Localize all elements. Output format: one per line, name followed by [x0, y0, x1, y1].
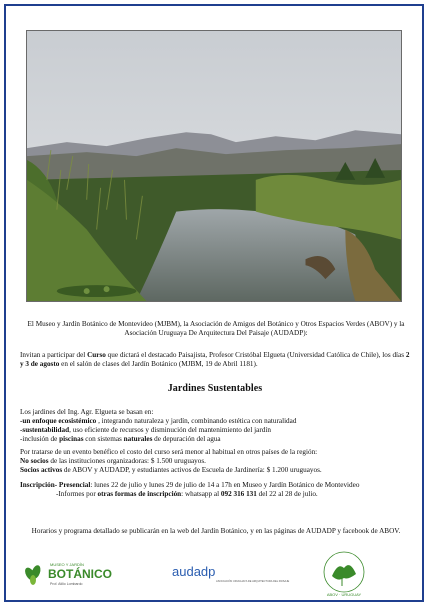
- feature-item: [20, 417, 412, 426]
- invitation-paragraph: [20, 351, 412, 369]
- inscription-presencial: [20, 481, 412, 490]
- price-non-members: [20, 457, 412, 466]
- price-non-members-label: No socios: [20, 457, 49, 465]
- abov-name: ABOV · URUGUAY: [326, 592, 362, 597]
- whatsapp-phone: 092 316 131: [220, 490, 257, 498]
- abov-logo: [318, 550, 370, 598]
- audadp-name: audadp: [172, 564, 216, 579]
- price-members-label: Socios activos: [20, 466, 63, 474]
- features-lead: Los jardines del Ing. Agr. Elgueta se basan en:: [20, 408, 154, 416]
- inscription-text: : lunes 22 de julio y lunes 29 de julio de 14 a 17h en Museo y Jardín Botánico de Montevideo: [90, 481, 360, 489]
- feature-item-3-bold-2: naturales: [123, 435, 153, 443]
- feature-item-1-bold: -un enfoque ecosistémico: [20, 417, 97, 425]
- feature-item-2-text: , uso eficiente de recursos y disminución del mantenimiento del jardín: [69, 426, 271, 434]
- feature-item: [20, 435, 412, 444]
- invite-text-1: Invitan a participar del: [20, 351, 88, 359]
- info-pre: -Informes por: [56, 490, 98, 498]
- price-members-text: de ABOV y AUDADP, y estudiantes activos de Escuela de Jardinería: $ 1.200 uruguayos.: [62, 466, 322, 474]
- features-list: [20, 408, 412, 444]
- invite-text-2: que dictará el destacado Paisajista, Profesor Cristóbal Elgueta (Universidad Católica de Chile), los días: [105, 351, 406, 359]
- botanico-logo: [20, 558, 124, 588]
- audadp-logo: [172, 562, 290, 588]
- botanico-top-text: MUSEO Y JARDÍN: [50, 562, 84, 567]
- garden-photo: [26, 30, 402, 302]
- feature-item-3-pre: -inclusión de: [20, 435, 60, 443]
- feature-item-1-text: , integrando naturaleza y jardín, combinando estética con naturalidad: [96, 417, 297, 425]
- course-title: Jardines Sustentables: [167, 383, 263, 394]
- inscription-label: Inscripción- Presencial: [20, 481, 91, 489]
- feature-item-3-mid: con sistemas: [83, 435, 124, 443]
- botanico-subtitle: Prof. Atilio Lombardo: [50, 582, 83, 586]
- feature-item-2-bold: -sustentabilidad: [20, 426, 70, 434]
- invite-curso: Curso: [87, 351, 106, 359]
- info-bold: otras formas de inscripción: [97, 490, 182, 498]
- intro-paragraph: El Museo y Jardín Botánico de Montevideo (MJBM), la Asociación de Amigos del Botánico y Otros Espacios Verdes (ABOV) y la Asociación Uruguaya De Arquitectura Del Paisaje (AUDADP):: [27, 320, 405, 337]
- price-members: [20, 466, 412, 475]
- botanico-name: BOTÁNICO: [48, 567, 112, 581]
- prices-section: [20, 448, 412, 475]
- info-post: del 22 al 28 de julio.: [256, 490, 318, 498]
- audadp-subtitle: ASOCIACIÓN URUGUAYA DE ARQUITECTURA DEL PAISAJE: [216, 580, 290, 583]
- invite-text-3: en el salón de clases del Jardín Botánico (MJBM, 19 de Abril 1181).: [59, 360, 258, 368]
- invite-dates: 2 y 3 de agosto: [20, 351, 410, 368]
- info-mid: : whatsapp al: [181, 490, 221, 498]
- inscription-section: [20, 481, 412, 499]
- feature-item-3-bold-1: piscinas: [59, 435, 84, 443]
- price-non-members-text: de las instituciones organizadoras: $ 1.500 uruguayos.: [48, 457, 206, 465]
- inscription-info: [20, 490, 412, 499]
- closing-paragraph: Horarios y programa detallado se publicarán en la web del Jardín Botánico, y en las páginas de AUDADP y facebook de ABOV.: [31, 527, 401, 535]
- prices-intro: Por tratarse de un evento benéfico el costo del curso será menor al habitual en otros países de la región:: [20, 448, 318, 456]
- feature-item-3-post: de depuración del agua: [152, 435, 221, 443]
- feature-item: [20, 426, 412, 435]
